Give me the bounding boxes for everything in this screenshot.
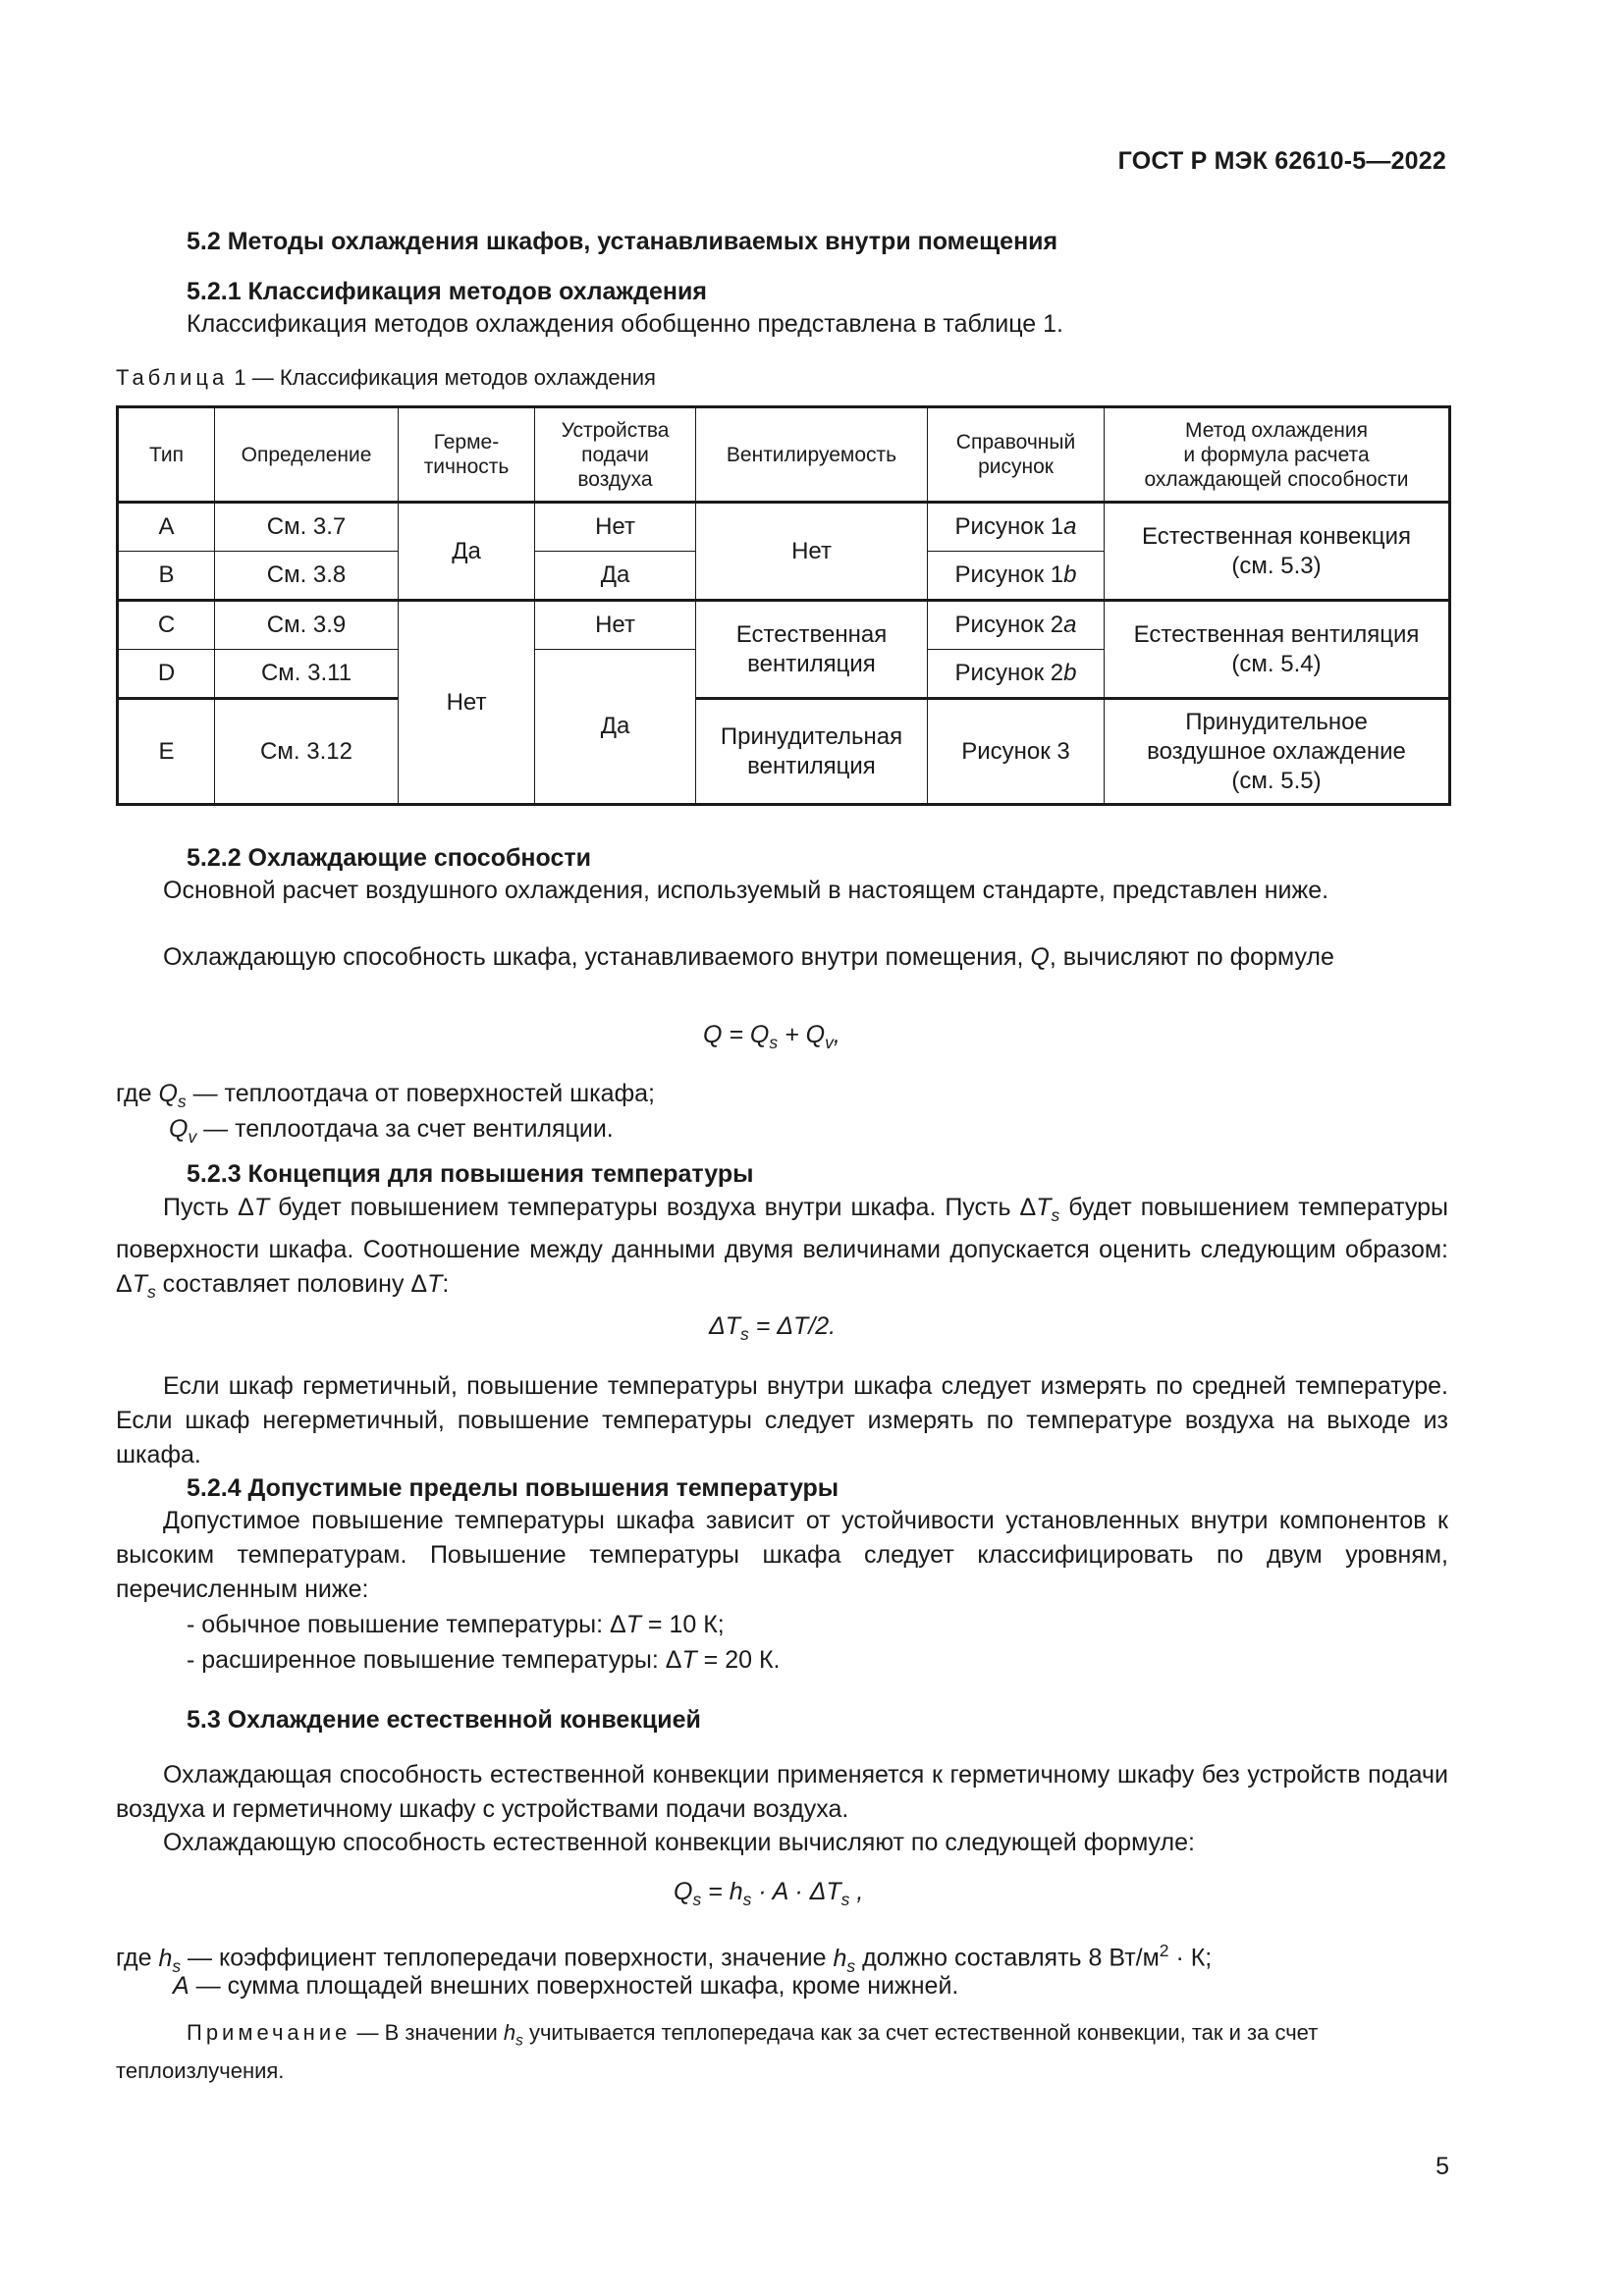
list-item: - расширенное повышение температуры: ΔT = 20 К. (187, 1646, 781, 1674)
cell-type: B (118, 552, 215, 601)
cell-figure: Рисунок 1b (928, 552, 1105, 601)
cell-method-e: Принудительное воздушное охлаждение (см. 5.5) (1105, 699, 1450, 805)
cell-definition: См. 3.8 (215, 552, 399, 601)
cell-vent-ab: Нет (696, 503, 928, 601)
formula-qs: $Q_s = h_s \cdot A \cdot \Delta T_s$ , (674, 1878, 864, 1910)
section-5-2-3-p1: Пусть ΔT будет повышением температуры воздуха внутри шкафа. Пусть $\Delta T_s$ будет повышением температуры поверхности шкафа. Соотношение между данными двумя величинами допускается оценить следующим образом: $\Delta T_s$ составляет половину ΔT: (116, 1194, 1448, 1303)
cell-method-cd: Естественная вентиляция (см. 5.4) (1105, 601, 1450, 699)
formula-delta-ts: $\Delta T_s = \Delta T/2$. (709, 1312, 837, 1345)
cell-type: E (118, 699, 215, 805)
section-5-2-4-p1: Допустимое повышение температуры шкафа зависит от устойчивости установленных внутри компонентов к высоким температурам. Повышение температуры шкафа следует классифицировать по двум уровням, перечисленным ниже: (116, 1507, 1448, 1603)
header-sealing: Герме- тичность (399, 407, 535, 503)
header-air-devices: Устройства подачи воздуха (535, 407, 696, 503)
cell-air-b: Да (535, 552, 696, 601)
cell-definition: См. 3.7 (215, 503, 399, 552)
section-5-3-p1: Охлаждающая способность естественной конвекции применяется к герметичному шкафу без устройств подачи воздуха и герметичному шкафу с устройствами подачи воздуха. (116, 1761, 1448, 1823)
table-row (118, 699, 1450, 805)
cell-type: D (118, 650, 215, 699)
cell-definition: См. 3.12 (215, 699, 399, 805)
list-item: - обычное повышение температуры: ΔT = 10 К; (187, 1611, 725, 1638)
section-5-2-4-title: 5.2.4 Допустимые пределы повышения температуры (187, 1474, 839, 1502)
cell-sealing-no: Нет (399, 601, 535, 805)
where-a: A — сумма площадей внешних поверхностей шкафа, кроме нижней. (173, 1972, 959, 2000)
cell-vent-e: Принудительная вентиляция (696, 699, 928, 805)
table-row (118, 601, 1450, 650)
section-5-2-3-title: 5.2.3 Концепция для повышения температуры (187, 1160, 754, 1188)
cell-definition: См. 3.9 (215, 601, 399, 650)
cell-air-a: Нет (535, 503, 696, 552)
classification-table (116, 405, 1451, 806)
cell-figure: Рисунок 3 (928, 699, 1105, 805)
section-5-2-2-title: 5.2.2 Охлаждающие способности (187, 844, 591, 872)
page-number: 5 (1435, 2153, 1449, 2180)
cell-figure: Рисунок 2b (928, 650, 1105, 699)
formula-q: $Q = Q_s + Q_v$, (703, 1021, 840, 1053)
header-ventilation: Вентилируемость (696, 407, 928, 503)
section-5-2-1-title: 5.2.1 Классификация методов охлаждения (187, 278, 707, 305)
header-type: Тип (118, 407, 215, 503)
section-5-2-2-p2: Охлаждающую способность шкафа, устанавливаемого внутри помещения, Q, вычисляют по формуле (163, 943, 1334, 971)
where-qs: где $Q_s$ — теплоотдача от поверхностей шкафа; (116, 1080, 655, 1112)
header-figure: Справочный рисунок (928, 407, 1105, 503)
cell-air-c: Нет (535, 601, 696, 650)
document-id-header: ГОСТ Р МЭК 62610-5—2022 (1117, 147, 1446, 175)
section-5-3-p2: Охлаждающую способность естественной конвекции вычисляют по следующей формуле: (163, 1829, 1195, 1856)
cell-type: C (118, 601, 215, 650)
table-caption: Таблица 1 — Классификация методов охлаждения (116, 365, 656, 390)
header-definition: Определение (215, 407, 399, 503)
section-5-2-title: 5.2 Методы охлаждения шкафов, устанавливаемых внутри помещения (187, 228, 1058, 255)
section-5-2-3-p2: Если шкаф герметичный, повышение температуры внутри шкафа следует измерять по средней температуре. Если шкаф негерметичный, повышение температуры следует измерять по температуре воздуха на выходе из шкафа. (116, 1372, 1448, 1468)
where-qv: $Q_v$ — теплоотдача за счет вентиляции. (169, 1115, 614, 1148)
table-header-row (118, 407, 1450, 503)
where-hs: где $h_s$ — коэффициент теплопередачи поверхности, значение $h_s$ должно составлять 8 $Вт/м^2 \cdot К$; (116, 1941, 1213, 1976)
cell-air-de: Да (535, 650, 696, 805)
cell-method-ab: Естественная конвекция (см. 5.3) (1105, 503, 1450, 601)
note: Примечание — В значении $h_s$ учитывается теплопередача как за счет естественной конвекции, так и за счет теплоизлучения. (116, 2020, 1319, 2084)
header-method: Метод охлаждения и формула расчета охлаждающей способности (1105, 407, 1450, 503)
section-5-3-title: 5.3 Охлаждение естественной конвекцией (187, 1706, 701, 1734)
cell-sealing-yes: Да (399, 503, 535, 601)
section-5-2-2-p1: Основной расчет воздушного охлаждения, используемый в настоящем стандарте, представлен ниже. (163, 877, 1329, 904)
table-row (118, 503, 1450, 552)
cell-definition: См. 3.11 (215, 650, 399, 699)
cell-vent-cd: Естественная вентиляция (696, 601, 928, 699)
cell-type: A (118, 503, 215, 552)
cell-figure: Рисунок 1a (928, 503, 1105, 552)
section-5-2-1-text: Классификация методов охлаждения обобщенно представлена в таблице 1. (187, 310, 1063, 338)
cell-figure: Рисунок 2a (928, 601, 1105, 650)
